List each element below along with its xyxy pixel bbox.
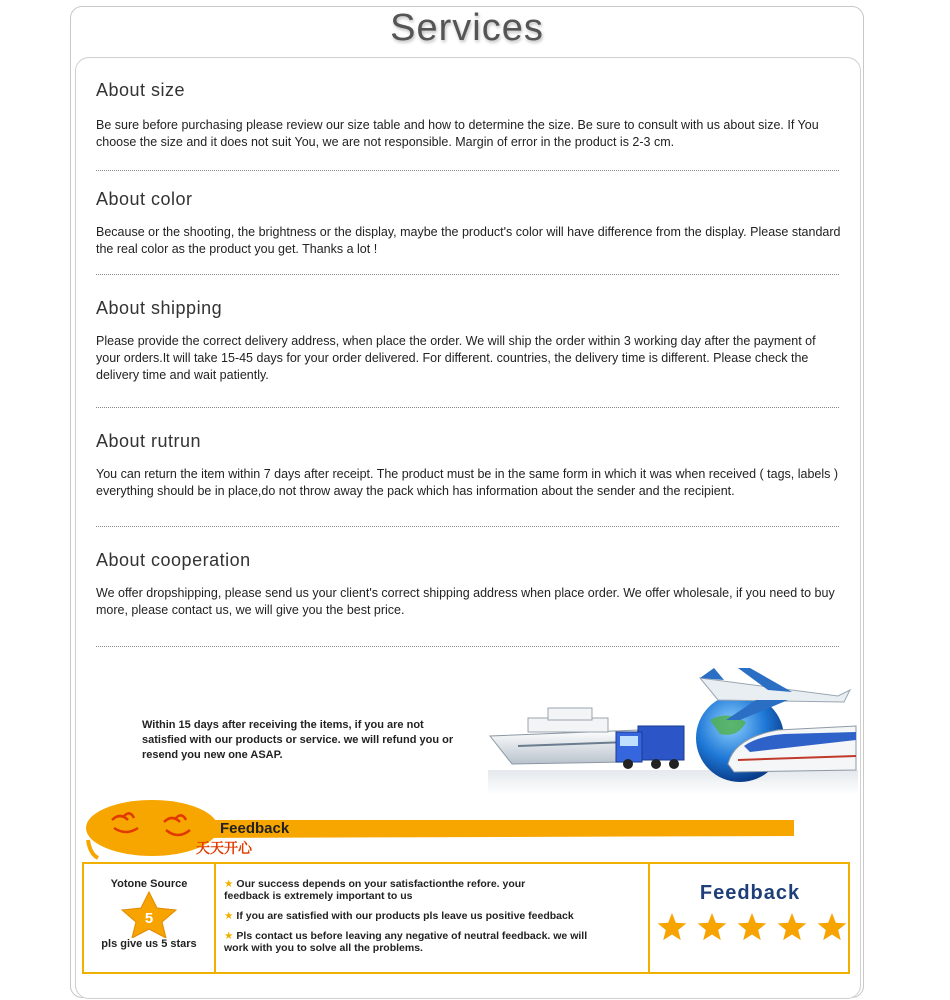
feedback-note: ★ Pls contact us before leaving any negative of neutral feedback. we will work with you to solve all the problems. (224, 930, 588, 954)
give-stars-label: pls give us 5 stars (101, 938, 197, 950)
feedback-banner (86, 800, 798, 862)
star-icon (778, 913, 807, 940)
section-return (96, 431, 841, 500)
divider (96, 274, 839, 275)
section-body: We offer dropshipping, please send us your client's correct shipping address when place order. We offer wholesale, if you need to buy more, please contact us, we will give you the best price. (96, 586, 835, 617)
star-icon (738, 913, 767, 940)
feedback-note: ★ Our success depends on your satisfactionthe refore. your feedback is extremely important to us (224, 878, 526, 902)
section-cooperation (96, 550, 841, 619)
store-name: Yotone Source (110, 878, 188, 890)
bullet-icon: ★ (224, 878, 234, 890)
section-heading: About color (96, 189, 193, 209)
divider (96, 526, 839, 527)
ground-reflection (488, 770, 858, 795)
star-icon (658, 913, 687, 940)
feedback-title: Feedback (699, 882, 801, 904)
star-icon (818, 913, 847, 940)
section-body: Be sure before purchasing please review our size table and how to determine the size. Be sure to consult with us about size. If You choose the size and it does not suit You, we are not responsible. Margin of error in the product is 2-3 cm. (96, 118, 819, 149)
page-title: Services (390, 7, 544, 49)
transport-illustration (488, 660, 858, 795)
five-star-badge-icon (114, 890, 184, 938)
section-shipping (96, 298, 841, 384)
section-size (96, 80, 841, 151)
bullet-icon: ★ (224, 910, 234, 922)
feedback-note: ★ If you are satisfied with our products pls leave us positive feedback (224, 910, 574, 922)
divider (96, 170, 839, 171)
return-policy-text: Within 15 days after receiving the items, if you are not satisfied with our products or service. we will refund you or resend you new one ASAP. (142, 719, 454, 761)
section-body: You can return the item within 7 days after receipt. The product must be in the same form in which it was when received ( tags, labels ) everything should be in place,do not throw away the pack which has information about the sender and the recipient. (96, 467, 839, 498)
section-body: Please provide the correct delivery address, when place the order. We will ship the order within 3 working day after the payment of your orders.It will take 15-45 days for your order delivered. For different. countries, the delivery time is different. Please check the delivery time and wait patiently. (96, 334, 816, 382)
section-body: Because or the shooting, the brightness or the display, maybe the product's color will have difference from the display. Please standard the real color as the product you get. Thanks a lot ! (96, 225, 841, 256)
section-color (96, 189, 841, 258)
section-heading: About cooperation (96, 550, 251, 570)
five-stars-rating (656, 912, 852, 944)
divider (96, 407, 839, 408)
feedback-banner-label: Feedback (220, 820, 290, 837)
feedback-box (82, 862, 850, 974)
star-number: 5 (144, 910, 154, 927)
feedback-banner-chinese-text: 天天开心 (196, 840, 252, 856)
section-heading: About shipping (96, 298, 223, 318)
truck-icon (616, 726, 684, 769)
feedback-stars-panel (652, 864, 848, 972)
section-heading: About size (96, 80, 186, 100)
section-heading: About rutrun (96, 431, 202, 451)
star-icon (698, 913, 727, 940)
feedback-notes (218, 864, 650, 972)
bullet-icon: ★ (224, 930, 234, 942)
rating-panel (84, 864, 216, 972)
divider (96, 646, 839, 647)
